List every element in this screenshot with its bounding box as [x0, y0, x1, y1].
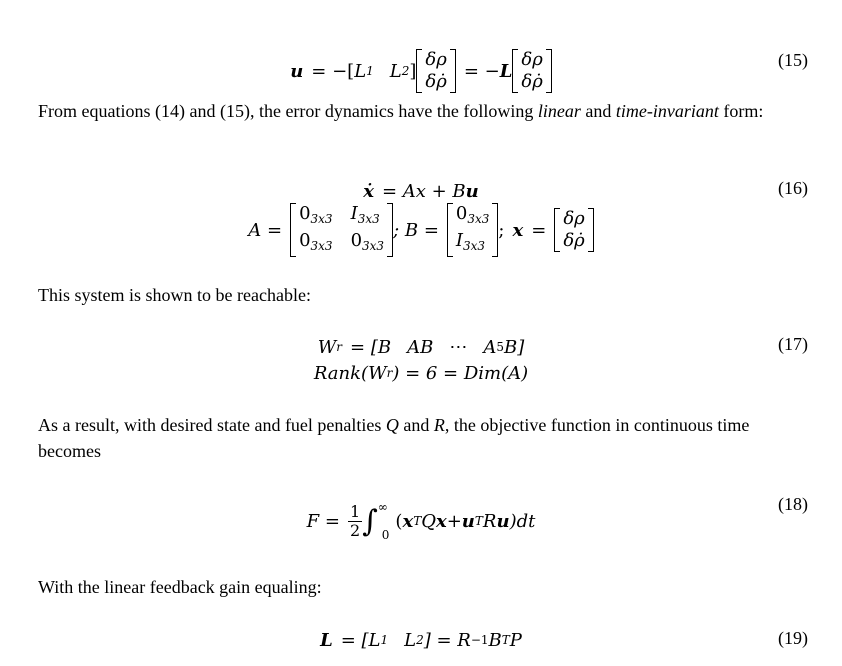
state-vector-matrix: δρ δρ̇	[416, 49, 455, 93]
equation-15: u = −[ L 1 L 2 ] δρ δρ̇ = − L δρ δρ̇ (15)	[290, 49, 808, 92]
paragraph-objective: As a result, with desired state and fuel penalties Q and R, the objective function in continuous time becomes	[38, 415, 750, 461]
fraction-one-half: $\frac{1}{2}$	[349, 501, 361, 540]
equation-17-line-1: W r = [B AB ⋯ A 5 B] (17)	[317, 334, 808, 358]
matrix-A: $0_{3x3}$ $I_{3x3}$ $0_{3x3}$ $0_{3x3}$	[290, 203, 393, 257]
equation-number-16: (16)	[778, 178, 808, 198]
equation-number-15: (15)	[778, 50, 808, 70]
equation-16-line-1: ẋ = Ax + B u (16)	[363, 178, 808, 202]
equation-number-17: (17)	[778, 334, 808, 354]
equation-16-line-2: A = $0_{3x3}$ $I_{3x3}$ $0_{3x3}$ $0_{3x3}$ ; B = $0_{3x3}$ $I_{3x3}$ ; x = δρ δρ̇	[0, 206, 842, 254]
paragraph-error-dynamics: From equations (14) and (15), the error dynamics have the following linear and time-invariant form:	[38, 101, 764, 121]
state-vector-x: δρ δρ̇	[554, 208, 593, 252]
state-vector-matrix-2: δρ δρ̇	[512, 49, 551, 93]
equation-19: L = [L 1 L 2 ] = R −1 B T P (19)	[320, 628, 808, 651]
matrix-B: $0_{3x3}$ $I_{3x3}$	[447, 203, 499, 257]
equation-number-18: (18)	[778, 494, 808, 514]
paragraph-reachable: This system is shown to be reachable:	[38, 285, 311, 305]
equation-17-line-2: Rank(W r ) = 6 = Dim(A)	[313, 362, 529, 384]
equation-number-19: (19)	[778, 628, 808, 648]
integral-sign: ∫	[362, 503, 378, 539]
equation-18: F = $\frac{1}{2}$ ∫ ∞ 0 ( x T Q x + u T R u )dt (18)	[306, 494, 808, 542]
paragraph-feedback-gain: With the linear feedback gain equaling:	[38, 577, 322, 597]
